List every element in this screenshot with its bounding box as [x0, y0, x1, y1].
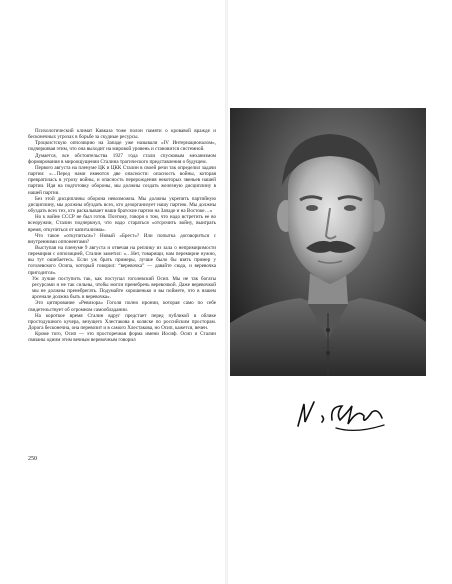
signature	[292, 392, 392, 438]
body-paragraph: Кроме того, Осип — это просторечная форма имени Иосиф. Осип и Сталин связаны одним этим вечным веревочным говорил	[28, 331, 216, 344]
page-number: 250	[28, 456, 37, 462]
body-paragraph: Троцкистскую оппозицию на Западе уже называли «IV Интернационалом», подчеркивая этим, что она выходит на мировой уровень и становится системной.	[28, 140, 216, 153]
body-paragraph: Уж лучше поступить так, как поступал гоголевский Осип. Мы не так богаты ресурсами и не так сильны, чтобы могли пренебречь веревочкой. Даже веревочкой мы не должны пренебрегать. Подумайте хорошенько и вы поймете, что в нашем арсенале должна быть и веревочка».	[32, 275, 216, 301]
body-paragraph: Думается, все обстоятельства 1927 года стали спусковым механизмом формирования в мироощущении Сталина трагического представления о будущем.	[28, 152, 216, 165]
body-paragraph: Но к войне СССР не был готов. Поэтому, говоря о том, что надо встретить ее во всеоружии, Сталин подчеркнул, что надо стараться «отсрочить войну, выиграть время, откупиться от капитализма».	[28, 214, 216, 233]
portrait-photo	[230, 108, 426, 376]
body-text	[28, 128, 216, 452]
body-paragraph: Что такое «откупиться»? Новый «Брест»? Или попытка договориться с внутренними оппонентами?	[28, 232, 216, 245]
body-paragraph: Первого августа на пленуме ЦК и ЦКК Сталин в своей речи так определил задачи партии: «…Перед нами имеются две опасности: опасность войны, которая превратилась в угрозу войны, и опасность перерождения некоторых звеньев нашей партии. Идя на подготовку обороны, мы должны создать железную дисциплину в нашей партии.	[28, 164, 216, 196]
page-fold	[225, 0, 228, 584]
body-paragraph: Без этой дисциплины оборона невозможна. Мы должны укрепить партийную дисциплину, мы должны обуздать всех, кто дезорганизует нашу партию. Мы должны обуздать всех тех, кто раскалывает наши братские партии на Западе и на Востоке…»	[28, 195, 216, 215]
body-paragraph: Психологический климат Кавказа тоже полон памяти о кровавой вражде и бесконечных угрозах в борьбе за скудные ресурсы.	[28, 128, 216, 141]
body-paragraph: Выступая на пленуме 9 августа и отвечая на реплику из зала о непримиримости перемирия с оппозицией, Сталин заметил: «…Нет, товарищи, нам перемирие нужно, вы тут ошибаетесь. Если уж брать примеры, лучше было бы взять пример у гоголевского Осипа, который говорил: “веревочка” — давайте сюда, и веревочка пригодится».	[28, 244, 216, 276]
body-paragraph: На короткое время Сталин вдруг предстает перед публикой в облике простодушного кучера, везущего Хлестакова в коляске по российским просторам. Дорога бесконечна, она перевозит и в самого Хлестакова, но Осип, кажется, вечен.	[28, 312, 216, 331]
body-paragraph: Это цитирование «Ревизора» Гоголя полно иронии, которая само по себе свидетельствует об огромном самообладании.	[28, 300, 216, 313]
